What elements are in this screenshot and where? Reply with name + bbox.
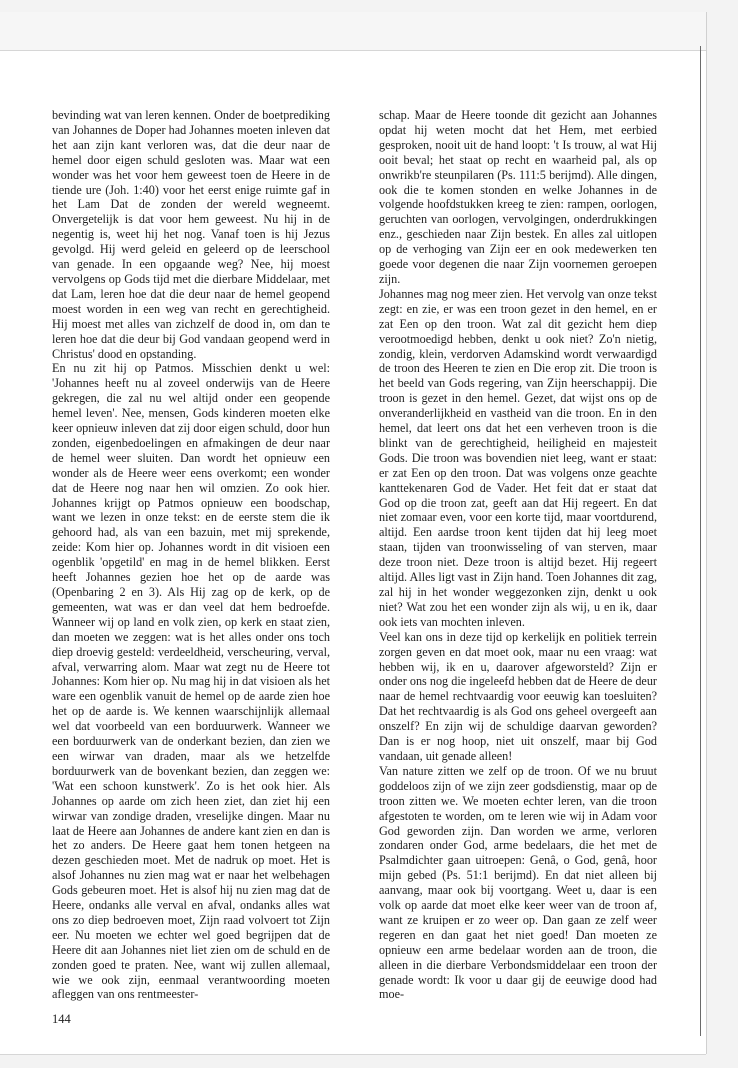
page-gutter-line bbox=[700, 46, 701, 1036]
book-page bbox=[0, 12, 706, 1054]
right-paragraph-1: schap. Maar de Heere toonde dit gezicht aan Johannes opdat hij weten mocht dat het Hem, met eerbied gesproken, nooit uit de hand loopt: 't Is trouw, al wat Hij ooit beval; het staat op recht en waarheid pal, als op onwrikb're steunpilaren (Ps. 111:5 berijmd). Alle dingen, ook die te komen stonden en welke Johannes in de volgende hoofdstukken kreeg te zien: rampen, oorlogen, geruchten van oorlogen, vervolgingen, onderdrukkingen enz., geschieden naar Zijn bestek. En alles zal uitlopen op de verhoging van Zijn eer en ook medewerken ten goede voor degenen die naar Zijn voornemen geroepen zijn. bbox=[379, 108, 657, 286]
scan-top-edge bbox=[0, 50, 706, 51]
scan-top-band bbox=[0, 12, 706, 50]
right-column bbox=[379, 108, 657, 1002]
left-paragraph-2: En nu zit hij op Patmos. Misschien denkt u wel: 'Johannes heeft nu al zoveel onderwijs van de Heere gekregen, die zal nu wel altijd onder een geopende hemel leven'. Nee, mensen, Gods kinderen moeten elke keer opnieuw inleven dat zij door eigen schuld, door hun zonden, eigenbedoelingen en afmakingen de deur naar de hemel weer sluiten. Dan wordt het opnieuw een wonder als de Heere weer eens overkomt; een wonder dat de Heere nog naar hen wil omzien. Zo ook hier. Johannes krijgt op Patmos opnieuw een boodschap, want we lezen in onze tekst: en de eerste stem die ik gehoord had, als van een bazuin, met mij sprekende, zeide: Kom hier op. Johannes wordt in dit visioen een ogenblik 'opgetild' en mag in de hemel blikken. Eerst heeft Johannes gezien hoe het op de aarde was (Openbaring 2 en 3). Als Hij zag op de kerk, op de gemeenten, wat was er dan veel dat hem bedroefde. Wanneer wij op land en volk zien, op kerk en staat zien, dan moeten we zeggen: wat is het alles onder ons toch diep droevig gesteld: verdeeldheid, verscheuring, verval, afval, verwarring alom. Maar wat zegt nu de Heere tot Johannes: Kom hier op. Nu mag hij in dat visioen als het ware een ogenblik vanuit de hemel op de aarde zien hoe het op de aarde is. We kennen waarschijnlijk allemaal wel dat voorbeeld van een borduurwerk. Wanneer we een borduurwerk van de onderkant bezien, dan zien we een wirwar van draden, maar als we hetzelfde borduurwerk van de bovenkant bezien, dan zeggen we: 'Wat een schoon kunstwerk'. Zo is het ook hier. Als Johannes op aarde om zich heen ziet, dan ziet hij een wirwar van zondige draden, vreselijke dingen. Maar nu laat de Heere aan Johannes de andere kant zien en dan is het zo anders. De Heere gaat hem tonen hetgeen na dezen geschieden moet. Met de nadruk op moet. Het is alsof Johannes nu zien mag wat er naar het welbehagen Gods gebeuren moet. Het is alsof hij nu zien mag dat de Heere, ondanks alle verval en afval, ondanks alles wat ons zo diep bedroeven moet, Zijn raad volvoert tot Zijn eer. Nu moeten we echter wel goed begrijpen dat de Heere dit aan Johannes niet liet zien om de schuld en de zonden goed te praten. Nee, want wij zullen allemaal, wie we ook zijn, eenmaal verantwoording moeten afleggen van ons rentmeester- bbox=[52, 361, 330, 1002]
scan-right-edge bbox=[706, 12, 707, 1054]
right-paragraph-2: Johannes mag nog meer zien. Het vervolg van onze tekst zegt: en zie, er was een troon gezet in den hemel, en er zat Een op den troon. Wat zal dit gezicht hem diep verootmoedigd hebben, denkt u ook niet? Zo'n nietig, zondig, klein, verdorven Adamskind wordt verwaardigd de troon des Heeren te zien en Die erop zit. Die troon is het beeld van Gods regering, van Zijn heerschappij. Die troon is gezet in den hemel. Gezet, dat wijst ons op de onveranderlijkheid en vastheid van die troon. En in den hemel, dat leert ons dat het een verheven troon is die blinkt van de gerechtigheid, heiligheid en majesteit Gods. Die troon was bovendien niet leeg, want er staat: er zat Een op den troon. Dat was volgens onze geachte kanttekenaren God de Vader. Het feit dat er staat dat God op die troon zat, geeft aan dat Hij regeert. En dat niet zomaar even, voor een korte tijd, maar voortdurend, altijd. Een aardse troon kent tijden dat hij leeg moet staan, tijden van troonwisseling of van sterven, maar deze troon niet. Deze troon is altijd bezet. Hij regeert altijd. Alles ligt vast in Zijn hand. Toen Johannes dit zag, zal hij in het wonder weggezonken zijn, denkt u ook niet? Wat zou het een wonder zijn als wij, u en ik, daar ook iets van mochten inleven. bbox=[379, 286, 657, 629]
left-paragraph-1: bevinding wat van leren kennen. Onder de boetprediking van Johannes de Doper had Johannes moeten inleven dat het aan zijn kant verloren was, dat die deur naar de hemel door eigen schuld gesloten was. Maar wat een wonder was het voor hem geweest toen de Heere in de tiende ure (Joh. 1:40) voor het eerst enige ruimte gaf in het Lam Dat de zonden der wereld wegneemt. Onvergetelijk is dat voor hem geweest. Nu hij in de negentig is, weet hij het nog. Vanaf toen is hij Jezus gevolgd. Hij werd geleid en geleerd op de leerschool van genade. In een opgaande weg? Nee, hij moest vervolgens op Gods tijd met die dierbare Middelaar, met dat Lam, leren hoe dat die deur naar de hemel geopend moest worden in een weg van recht en gerechtigheid. Hij moest met alles van zichzelf de dood in, om dan te leren hoe dat die deur bij God vandaan geopend werd in Christus' dood en opstanding. bbox=[52, 108, 330, 361]
page-number: 144 bbox=[52, 1012, 71, 1026]
right-paragraph-4: Van nature zitten we zelf op de troon. Of we nu bruut goddeloos zijn of we zijn zeer godsdienstig, maar op de troon zitten we. We moeten echter leren, van die troon afgestoten te worden, om te leren wie wij in Adam voor God geworden zijn. Dan worden we arme, verloren zondaren onder God, arme bedelaars, die het met de Psalmdichter gaan uitroepen: Genâ, o God, genâ, hoor mijn gebed (Ps. 51:1 berijmd). En dat niet alleen bij aanvang, maar ook bij voortgang. Weet u, daar is een volk op aarde dat moet elke keer weer van de troon af, want ze kruipen er zo weer op. Dan gaan ze zelf weer regeren en dan gaat het niet goed! Dan moeten ze opnieuw een arme bedelaar worden aan de troon, die alleen in die dierbare Verbondsmiddelaar een troon der genade wordt: Ik voor u daar gij de eeuwige dood had moe- bbox=[379, 763, 657, 1002]
left-column bbox=[52, 108, 330, 1002]
scan-bottom-edge bbox=[0, 1054, 706, 1055]
right-paragraph-3: Veel kan ons in deze tijd op kerkelijk en politiek terrein zorgen geven en dat moet ook, maar nu een vraag: wat hebben wij, ik en u, daarover afgeworsteld? Zijn er onder ons nog die ingeleefd hebben dat de Heere de deur naar de hemel rechtvaardig voor eeuwig kan toesluiten? Dat het rechtvaardig is als God ons geheel overgeeft aan onszelf? En zijn wij de schuldige daarvan geworden? Dan is er nog hoop, niet uit onszelf, maar bij God vandaan, uit genade alleen! bbox=[379, 629, 657, 763]
